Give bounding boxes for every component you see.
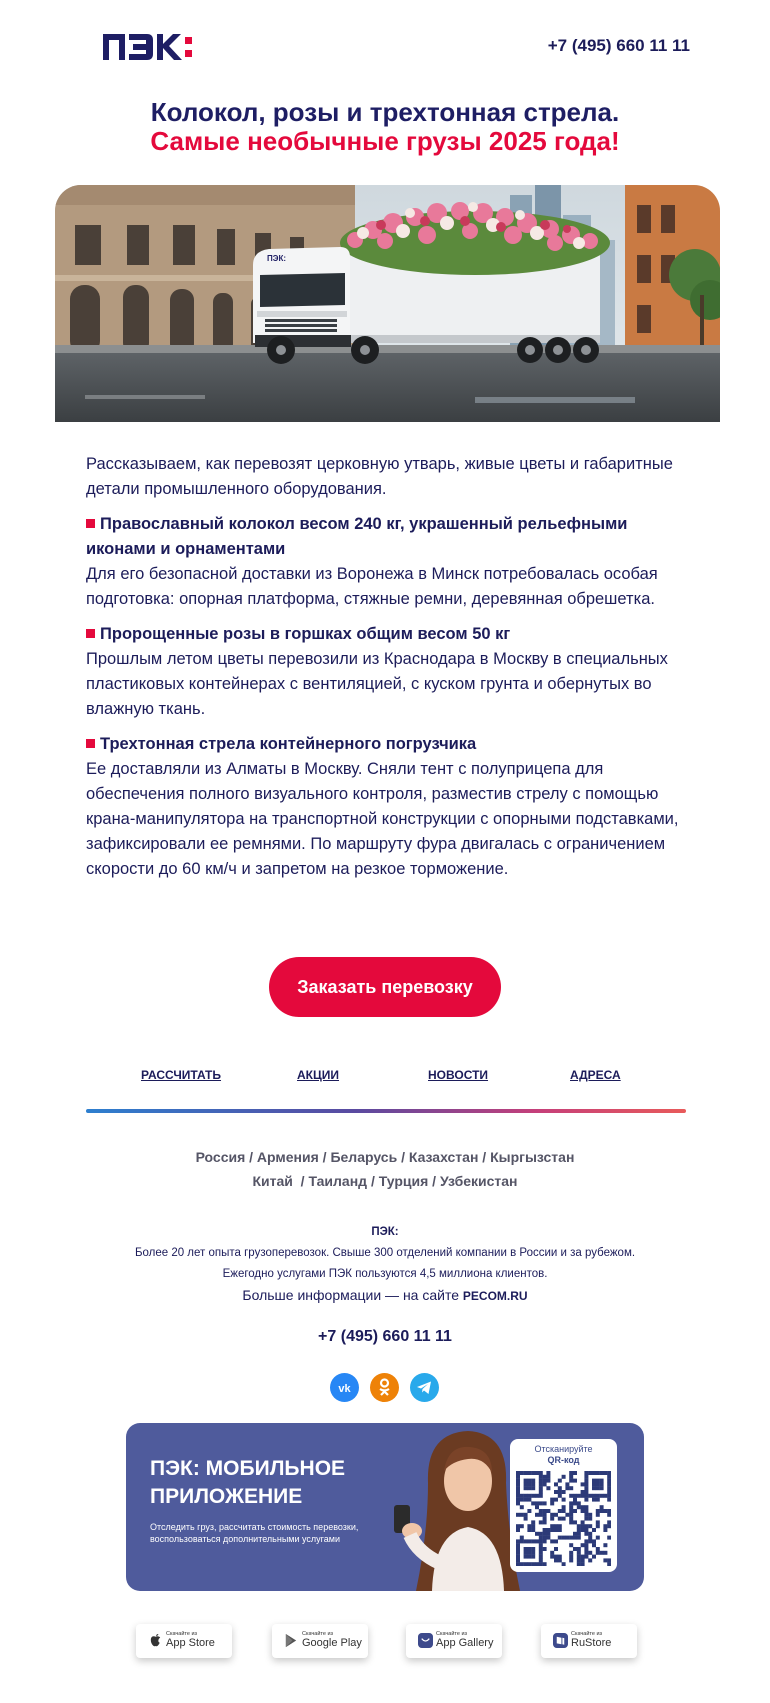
- header: [0, 0, 770, 90]
- app-store-buttons: [136, 1624, 636, 1660]
- article-item-heading-text: Пророщенные розы в горшках общим весом 50 кг: [100, 625, 511, 643]
- countries-list: [0, 1145, 770, 1193]
- google-play-icon: [284, 1633, 299, 1648]
- nav-link-promotions[interactable]: АКЦИИ: [297, 1068, 340, 1082]
- svg-text:vk: vk: [338, 1383, 351, 1395]
- qr-caption-line-1: Отсканируйте: [534, 1444, 593, 1454]
- article-item-heading-text: Трехтонная стрела контейнерного погрузчика: [100, 735, 477, 753]
- qr-caption: [510, 1444, 617, 1466]
- header-phone-link[interactable]: +7 (495) 660 11 11: [547, 36, 690, 55]
- vk-icon[interactable]: [330, 1373, 359, 1402]
- company-info-line-2: Ежегодно услугами ПЭК пользуются 4,5 миллиона клиентов.: [222, 1268, 548, 1280]
- app-gallery-button[interactable]: [406, 1624, 502, 1658]
- apple-icon: [148, 1633, 163, 1648]
- headline-line-2: Самые необычные грузы 2025 года!: [150, 126, 620, 156]
- app-banner-title-line-2: ПРИЛОЖЕНИЕ: [150, 1485, 303, 1508]
- store-label: RuStore: [571, 1637, 612, 1649]
- article-item-heading: [86, 622, 686, 647]
- woman-with-phone-illustration: [388, 1423, 528, 1591]
- article-item-boom: [86, 732, 686, 882]
- telegram-icon[interactable]: [410, 1373, 439, 1402]
- mobile-app-banner[interactable]: [126, 1423, 644, 1591]
- pek-logo[interactable]: [103, 32, 193, 62]
- company-info: [0, 1222, 770, 1307]
- truck-with-roses-illustration: [55, 185, 720, 422]
- app-banner-title-line-1: ПЭК: МОБИЛЬНОЕ: [150, 1457, 346, 1480]
- more-info-prefix: Больше информации — на сайте: [242, 1287, 460, 1303]
- qr-code-image: [516, 1471, 611, 1566]
- order-shipping-button[interactable]: Заказать перевозку: [269, 957, 501, 1017]
- app-store-button[interactable]: [136, 1624, 232, 1658]
- headline-line-1: Колокол, розы и трехтонная стрела.: [150, 97, 620, 127]
- article-intro: Рассказываем, как перевозят церковную утварь, живые цветы и габаритные детали промышленного оборудования.: [86, 455, 673, 498]
- nav-link-calculate[interactable]: РАССЧИТАТЬ: [141, 1068, 222, 1082]
- more-info-line: [0, 1285, 770, 1307]
- store-caption: Скачайте из: [571, 1631, 603, 1637]
- nav-link-addresses[interactable]: АДРЕСА: [570, 1068, 621, 1082]
- store-label: App Store: [166, 1637, 215, 1649]
- bullet-square-icon: [86, 739, 95, 748]
- odnoklassniki-icon[interactable]: [370, 1373, 399, 1402]
- article-item-heading-text: Православный колокол весом 240 кг, украшенный рельефными иконами и орнаментами: [86, 515, 628, 558]
- app-banner-description: Отследить груз, рассчитать стоимость перевозки, воспользоваться дополнительными услугами: [150, 1522, 359, 1544]
- hero-image: [55, 185, 720, 422]
- google-play-button[interactable]: [272, 1624, 368, 1658]
- huawei-appgallery-icon: [418, 1633, 433, 1648]
- rustore-icon: [553, 1633, 568, 1648]
- rustore-button[interactable]: [541, 1624, 637, 1658]
- store-caption: Скачайте из: [166, 1631, 198, 1637]
- website-link[interactable]: PECOM.RU: [462, 1289, 528, 1303]
- article-item-bell: [86, 512, 686, 612]
- headline: [0, 98, 770, 156]
- footer-nav: [86, 1068, 686, 1088]
- logo-text: ПЭК:: [103, 32, 106, 33]
- store-label: App Gallery: [436, 1637, 494, 1649]
- bullet-square-icon: [86, 519, 95, 528]
- article-body: [86, 452, 686, 892]
- article-item-text: Для его безопасной доставки из Воронежа в Минск потребовалась особая подготовка: опорная платформа, стяжные ремни, деревянная обрешетка.: [86, 565, 658, 608]
- article-item-roses: [86, 622, 686, 722]
- store-caption: Скачайте из: [302, 1631, 334, 1637]
- company-info-line-1: Более 20 лет опыта грузоперевозок. Свыше 300 отделений компании в России и за рубежом.: [134, 1247, 636, 1259]
- store-label: Google Play: [302, 1637, 362, 1649]
- article-item-text: Ее доставляли из Алматы в Москву. Сняли тент с полуприцепа для обеспечения полного визуального контроля, разместив стрелу с помощью крана-манипулятора на транспортной конструкции с опорными подставками, зафиксировали ее ремнями. По маршруту фура двигалась с ограничением скорости до 60 км/ч и запретом на резкое торможение.: [86, 760, 679, 878]
- store-caption: Скачайте из: [436, 1631, 468, 1637]
- footer-phone[interactable]: +7 (495) 660 11 11: [318, 1328, 452, 1345]
- gradient-divider: [86, 1109, 686, 1113]
- app-banner-title: [150, 1455, 345, 1511]
- countries-line-2: Китай / Таиланд / Турция / Узбекистан: [252, 1173, 518, 1189]
- article-item-text: Прошлым летом цветы перевозили из Краснодара в Москву в специальных пластиковых контейнерах с вентиляцией, с куском грунта и обернутых во влажную ткань.: [86, 650, 668, 718]
- article-item-heading: [86, 512, 686, 562]
- social-links: [330, 1373, 442, 1403]
- countries-line-1: Россия / Армения / Беларусь / Казахстан / Кыргызстан: [195, 1149, 575, 1165]
- qr-caption-line-2: QR-код: [547, 1455, 580, 1465]
- truck-logo-text: ПЭК:: [267, 254, 286, 263]
- nav-link-news[interactable]: НОВОСТИ: [428, 1068, 489, 1082]
- qr-code-card[interactable]: [510, 1439, 617, 1572]
- company-name: ПЭК:: [371, 1226, 399, 1238]
- article-item-heading: [86, 732, 686, 757]
- bullet-square-icon: [86, 629, 95, 638]
